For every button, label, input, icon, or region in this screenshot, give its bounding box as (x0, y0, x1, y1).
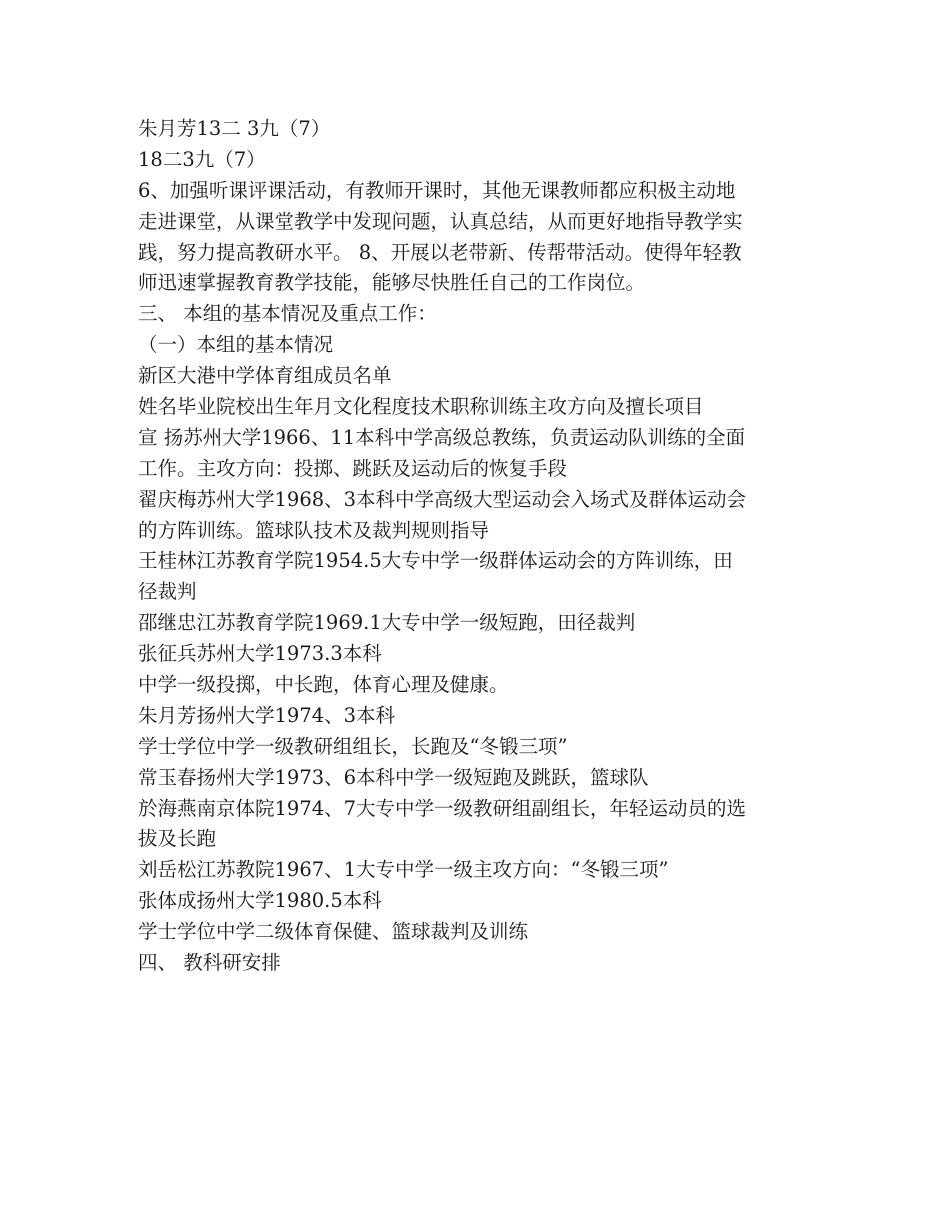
list-title: 新区大港中学体育组成员名单 (138, 364, 392, 388)
text-line: 朱月芳13二 3九（7） (138, 117, 331, 140)
text-line: 6、加强听课评课活动，有教师开课时，其他无课教师都应积极主动地 (138, 178, 736, 202)
member-entry: 翟庆梅苏州大学1968、3本科中学高级大型运动会入场式及群体运动会 (138, 487, 747, 511)
member-entry: 张体成扬州大学1980.5本科 (138, 889, 382, 913)
member-entry: 於海燕南京体院1974、7大专中学一级教研组副组长，年轻运动员的选 (138, 796, 747, 820)
list-header: 姓名毕业院校出生年月文化程度技术职称训练主攻方向及擅长项目 (138, 395, 704, 419)
member-entry: 张征兵苏州大学1973.3本科 (138, 642, 382, 666)
member-entry: 中学一级投掷，中长跑，体育心理及健康。 (138, 673, 509, 697)
text-line: 师迅速掌握教育教学技能，能够尽快胜任自己的工作岗位。 (138, 271, 646, 295)
member-entry: 王桂林江苏教育学院1954.5大专中学一级群体运动会的方阵训练，田 (138, 549, 733, 573)
member-entry: 学士学位中学一级教研组组长，长跑及“冬锻三项” (138, 734, 568, 758)
subsection-heading: （一）本组的基本情况 (138, 333, 334, 357)
member-entry: 的方阵训练。篮球队技术及裁判规则指导 (138, 518, 490, 542)
text-line: 践，努力提高教研水平。 8、开展以老带新、传帮带活动。使得年轻教 (138, 240, 742, 264)
member-entry: 学士学位中学二级体育保健、篮球裁判及训练 (138, 920, 529, 944)
member-entry: 宣 扬苏州大学1966、11本科中学高级总教练，负责运动队训练的全面 (138, 425, 746, 449)
member-entry: 刘岳松江苏教院1967、1大专中学一级主攻方向：“冬锻三项” (138, 858, 669, 882)
member-entry: 常玉春扬州大学1973、6本科中学一级短跑及跳跃，篮球队 (138, 765, 649, 789)
member-entry: 径裁判 (138, 580, 197, 604)
text-line: 18二3九（7） (138, 147, 266, 171)
member-entry: 朱月芳扬州大学1974、3本科 (138, 703, 396, 727)
section-heading: 三、 本组的基本情况及重点工作： (138, 302, 437, 326)
member-entry: 工作。主攻方向：投掷、跳跃及运动后的恢复手段 (138, 456, 568, 480)
member-entry: 邵继忠江苏教育学院1969.1大专中学一级短跑，田径裁判 (138, 611, 636, 635)
member-entry: 拔及长跑 (138, 827, 217, 851)
text-line: 走进课堂，从课堂教学中发现问题，认真总结，从而更好地指导教学实 (138, 209, 743, 233)
section-heading: 四、 教科研安排 (138, 951, 281, 975)
document-body (138, 114, 828, 979)
